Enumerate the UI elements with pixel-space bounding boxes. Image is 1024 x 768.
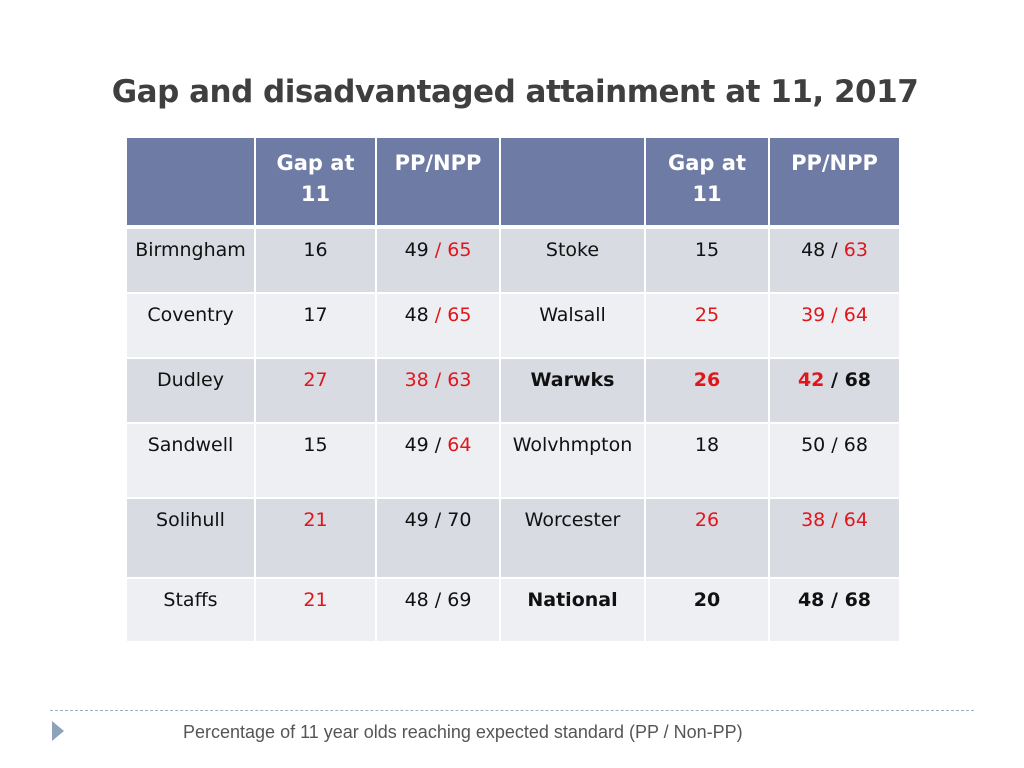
table-row: [126, 498, 900, 578]
gap-value: 15: [255, 423, 376, 498]
area-name: Dudley: [126, 358, 255, 423]
area-name: Sandwell: [126, 423, 255, 498]
npp-value: 69: [447, 589, 472, 611]
area-name: National: [500, 578, 645, 642]
gap-value: 18: [645, 423, 769, 498]
npp-value: 63: [447, 369, 472, 391]
pp-value: 48: [797, 589, 825, 611]
gap-value: 25: [645, 293, 769, 358]
gap-value: 20: [645, 578, 769, 642]
gap-value: 26: [645, 358, 769, 423]
table-row: [126, 293, 900, 358]
area-name: Staffs: [126, 578, 255, 642]
npp-value: 64: [843, 509, 868, 531]
npp-value: 64: [447, 434, 472, 456]
area-name: Walsall: [500, 293, 645, 358]
npp-value: 68: [843, 434, 868, 456]
pp-npp-value: 38 / 64: [769, 498, 900, 578]
pp-value: 50: [801, 434, 826, 456]
gap-value: 15: [645, 227, 769, 293]
pp-value: 38: [404, 369, 429, 391]
area-name: Wolvhmpton: [500, 423, 645, 498]
pp-value: 48: [404, 589, 429, 611]
gap-value: 16: [255, 227, 376, 293]
header-ppnpp-right: PP/NPP: [769, 137, 900, 227]
table-header-row: [126, 137, 900, 227]
npp-value: 65: [447, 304, 472, 326]
footer-divider: [50, 710, 974, 711]
table-row: [126, 227, 900, 293]
pp-npp-value: 49 / 70: [376, 498, 500, 578]
pp-npp-value: 42 / 68: [769, 358, 900, 423]
header-gap-right: Gap at 11: [645, 137, 769, 227]
area-name: Stoke: [500, 227, 645, 293]
table-row: [126, 423, 900, 498]
npp-value: 68: [844, 589, 872, 611]
gap-value: 21: [255, 498, 376, 578]
slide-title: Gap and disadvantaged attainment at 11, 2017: [111, 74, 919, 110]
header-cell-empty-left: [126, 137, 255, 227]
header-gap-left: Gap at 11: [255, 137, 376, 227]
pp-npp-value: 49 / 65: [376, 227, 500, 293]
npp-value: 64: [843, 304, 868, 326]
pp-npp-value: 48 / 65: [376, 293, 500, 358]
pp-npp-value: 48 / 68: [769, 578, 900, 642]
table-row: [126, 358, 900, 423]
npp-value: 68: [844, 369, 872, 391]
gap-value: 21: [255, 578, 376, 642]
gap-value: 26: [645, 498, 769, 578]
pp-value: 49: [404, 434, 429, 456]
pp-npp-value: 48 / 63: [769, 227, 900, 293]
pp-npp-value: 49 / 64: [376, 423, 500, 498]
pp-value: 49: [404, 239, 429, 261]
pp-npp-value: 38 / 63: [376, 358, 500, 423]
header-ppnpp-left: PP/NPP: [376, 137, 500, 227]
table-row: [126, 578, 900, 642]
triangle-bullet-icon: [52, 721, 64, 741]
gap-value: 27: [255, 358, 376, 423]
npp-value: 63: [843, 239, 868, 261]
pp-value: 48: [404, 304, 429, 326]
pp-npp-value: 48 / 69: [376, 578, 500, 642]
npp-value: 70: [447, 509, 472, 531]
pp-value: 49: [404, 509, 429, 531]
attainment-table: [125, 136, 901, 643]
pp-npp-value: 39 / 64: [769, 293, 900, 358]
gap-value: 17: [255, 293, 376, 358]
area-name: Solihull: [126, 498, 255, 578]
header-cell-empty-right: [500, 137, 645, 227]
pp-value: 39: [801, 304, 826, 326]
pp-value: 42: [797, 369, 825, 391]
area-name: Warwks: [500, 358, 645, 423]
pp-value: 38: [801, 509, 826, 531]
area-name: Coventry: [126, 293, 255, 358]
area-name: Worcester: [500, 498, 645, 578]
pp-npp-value: 50 / 68: [769, 423, 900, 498]
area-name: Birmngham: [126, 227, 255, 293]
footer-caption: Percentage of 11 year olds reaching expected standard (PP / Non-PP): [183, 722, 743, 742]
pp-value: 48: [801, 239, 826, 261]
npp-value: 65: [447, 239, 472, 261]
